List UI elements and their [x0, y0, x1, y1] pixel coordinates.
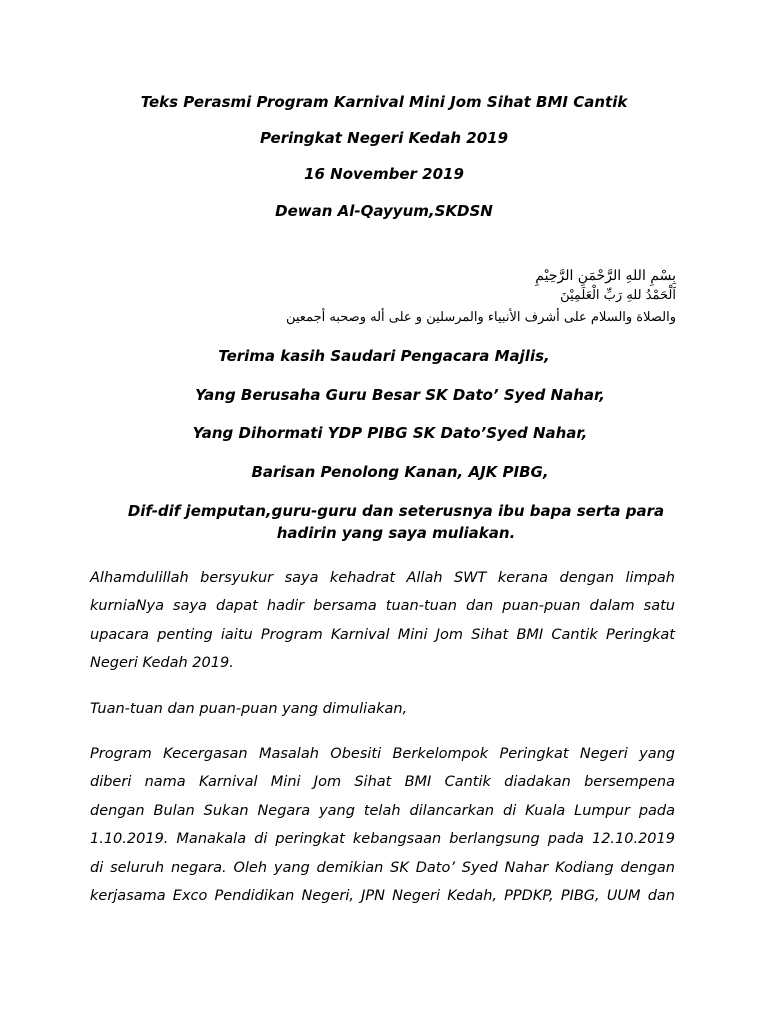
paragraph-line: dengan Bulan Sukan Negara yang telah dilancarkan di Kuala Lumpur pada: [90, 802, 675, 819]
document-venue: Dewan Al-Qayyum,SKDSN: [275, 202, 493, 220]
paragraph-line: kurniaNya saya dapat hadir bersama tuan-tuan dan puan-puan dalam satu: [90, 598, 675, 615]
document-title: Teks Perasmi Program Karnival Mini Jom Sihat BMI Cantik: [140, 93, 628, 111]
paragraph-line: di seluruh negara. Oleh yang demikian SK Dato’ Syed Nahar Kodiang dengan: [90, 859, 675, 876]
salawat-text: والصلاة والسلام على أشرف الأنبياء والمرسلين و على أله وصحبه أجمعين: [285, 310, 676, 325]
document-date: 16 November 2019: [304, 165, 464, 183]
body-address-line: Tuan-tuan dan puan-puan yang dimuliakan,: [90, 701, 408, 717]
paragraph-line: 1.10.2019. Manakala di peringkat kebangsaan berlangsung pada 12.10.2019: [90, 831, 675, 848]
basmalah-text: بِسْمِ اللهِ الرَّحْمَنِ الرَّحِيْمِ: [535, 268, 676, 284]
paragraph-line: Alhamdulillah bersyukur saya kehadrat Allah SWT kerana dengan limpah: [90, 570, 675, 586]
body-paragraph-2: [90, 740, 675, 910]
paragraph-line: Negeri Kedah 2019.: [90, 655, 234, 672]
hamdalah-text: اَلْحَمْدُ للهِ رَبِّ الْعَلَمِيْنَ: [560, 288, 676, 303]
document-subtitle-level: Peringkat Negeri Kedah 2019: [259, 129, 509, 147]
paragraph-line: Program Kecergasan Masalah Obesiti Berkelompok Peringkat Negeri yang: [90, 746, 675, 762]
paragraph-line: upacara penting iaitu Program Karnival Mini Jom Sihat BMI Cantik Peringkat: [90, 626, 675, 643]
salutation-guests: Dif-dif jemputan,guru-guru dan seterusnya ibu bapa serta para hadirin yang saya muliakan.: [127, 502, 665, 542]
salutation-emcee: Terima kasih Saudari Pengacara Majlis,: [218, 347, 550, 365]
paragraph-line: diberi nama Karnival Mini Jom Sihat BMI Cantik diadakan bersempena: [90, 774, 675, 791]
salutation-headmaster: Yang Berusaha Guru Besar SK Dato’ Syed Nahar,: [195, 386, 605, 404]
salutation-pibg-president: Yang Dihormati YDP PIBG SK Dato’Syed Nahar,: [192, 424, 588, 442]
salutation-assistant-heads: Barisan Penolong Kanan, AJK PIBG,: [251, 463, 549, 481]
body-paragraph-1: [90, 564, 675, 678]
paragraph-line: kerjasama Exco Pendidikan Negeri, JPN Negeri Kedah, PPDKP, PIBG, UUM dan: [90, 888, 675, 905]
